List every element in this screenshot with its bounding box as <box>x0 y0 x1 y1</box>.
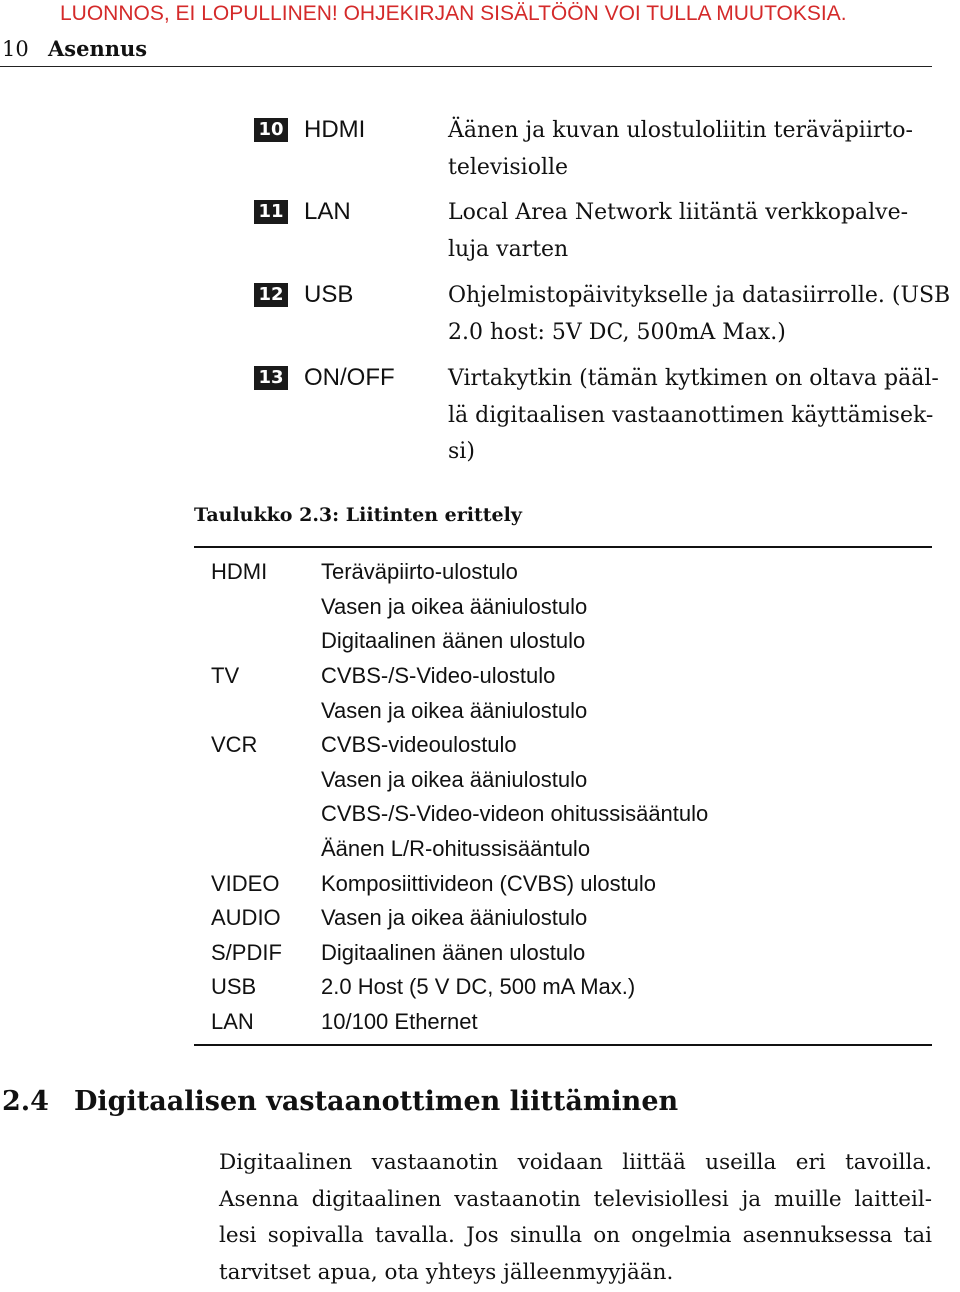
connector-number-badge: 12 <box>254 283 288 307</box>
table-key-cell: VCR <box>211 732 258 758</box>
table-row <box>194 659 932 694</box>
table-value-cell: CVBS-videoulostulo <box>321 732 517 758</box>
table-row <box>194 936 932 971</box>
table-key-cell: AUDIO <box>211 905 281 931</box>
table-key-cell <box>194 797 321 832</box>
table-value-cell: Vasen ja oikea ääniulostulo <box>321 905 588 931</box>
connector-description <box>448 113 960 186</box>
page-number: 10 <box>2 37 29 61</box>
description-line: lä digitaalisen vastaanottimen käyttämisek- <box>448 402 934 428</box>
table-key-cell <box>194 624 321 659</box>
connector-number-badge: 11 <box>254 200 288 224</box>
description-line: Ohjelmistopäivitykselle ja datasiirrolle. (USB <box>448 283 951 308</box>
table-row <box>194 728 932 763</box>
table-row <box>194 1005 932 1040</box>
table-value-cell: Vasen ja oikea ääniulostulo <box>321 593 588 619</box>
description-line: Local Area Network liitäntä verkkopalve- <box>448 200 909 225</box>
table-value-cell: CVBS-/S-Video-ulostulo <box>321 663 556 689</box>
paragraph-line: Digitaalinen vastaanotin voidaan liittää useilla eri tavoilla. <box>219 1150 932 1175</box>
table-value-cell: Teräväpiirto-ulostulo <box>321 559 518 585</box>
connector-number-badge: 13 <box>254 366 288 390</box>
table-caption: Taulukko 2.3: Liitinten erittely <box>194 504 522 526</box>
table-key-cell <box>194 832 321 867</box>
description-line: si) <box>448 439 475 464</box>
connector-description <box>448 195 960 268</box>
table-value-cell: Vasen ja oikea ääniulostulo <box>321 697 588 723</box>
table-key-cell: TV <box>211 663 240 689</box>
table-row <box>194 555 932 590</box>
table-row <box>194 866 932 901</box>
running-header <box>2 36 147 61</box>
table-value-cell: Vasen ja oikea ääniulostulo <box>321 766 588 792</box>
table-key-cell: HDMI <box>211 559 268 585</box>
description-line: Virtakytkin (tämän kytkimen on oltava pääl- <box>448 366 939 391</box>
table-key-cell: LAN <box>211 1009 254 1035</box>
table-value-cell: Äänen L/R-ohitussisääntulo <box>321 836 591 862</box>
table-row <box>194 832 932 867</box>
paragraph-line: lesi sopivalla tavalla. Jos sinulla on ongelmia asennuksessa tai <box>219 1223 932 1248</box>
table-bottom-rule <box>194 1044 932 1046</box>
connector-name: LAN <box>304 198 351 225</box>
table-value-cell: 2.0 Host (5 V DC, 500 mA Max.) <box>321 974 636 1000</box>
table-key-cell <box>194 693 321 728</box>
description-line: Äänen ja kuvan ulostuloliitin teräväpiirto- <box>448 118 913 143</box>
header-rule <box>0 66 932 67</box>
table-key-cell: S/PDIF <box>211 939 282 965</box>
table-row <box>194 797 932 832</box>
table-row <box>194 901 932 936</box>
table-top-rule <box>194 546 932 548</box>
draft-notice: LUONNOS, EI LOPULLINEN! OHJEKIRJAN SISÄLTÖÖN VOI TULLA MUUTOKSIA. <box>60 2 847 25</box>
connector-description <box>448 278 960 351</box>
table-value-cell: CVBS-/S-Video-videon ohitussisääntulo <box>321 801 709 827</box>
table-row <box>194 970 932 1005</box>
table-key-cell: VIDEO <box>211 870 280 896</box>
paragraph-line: tarvitset apua, ota yhteys jälleenmyyjään. <box>219 1259 674 1285</box>
section-number: 2.4 <box>2 1086 49 1117</box>
connector-description <box>448 361 960 471</box>
table-key-cell <box>194 763 321 798</box>
table-value-cell: Digitaalinen äänen ulostulo <box>321 939 586 965</box>
section-heading <box>2 1086 678 1117</box>
paragraph-line: Asenna digitaalinen vastaanotin televisiollesi ja muille laitteil- <box>219 1186 932 1212</box>
connector-name: HDMI <box>304 116 366 143</box>
running-header-section: Asennus <box>48 36 148 61</box>
table-value-cell: Komposiittivideon (CVBS) ulostulo <box>321 870 657 896</box>
connector-name: ON/OFF <box>304 364 395 391</box>
table-row <box>194 693 932 728</box>
table-key-cell: USB <box>211 974 257 1000</box>
table-value-cell: 10/100 Ethernet <box>321 1009 478 1035</box>
table-row <box>194 590 932 625</box>
description-line: 2.0 host: 5V DC, 500mA Max.) <box>448 319 786 345</box>
connector-name: USB <box>304 281 354 308</box>
table-value-cell: Digitaalinen äänen ulostulo <box>321 628 586 654</box>
table-key-cell <box>194 590 321 625</box>
description-line: televisiolle <box>448 154 569 180</box>
table-row <box>194 624 932 659</box>
connector-spec-table <box>194 555 932 1039</box>
connector-number-badge: 10 <box>254 118 288 142</box>
description-line: luja varten <box>448 236 569 262</box>
section-title: Digitaalisen vastaanottimen liittäminen <box>74 1086 679 1117</box>
table-row <box>194 763 932 798</box>
body-paragraph <box>219 1145 932 1291</box>
